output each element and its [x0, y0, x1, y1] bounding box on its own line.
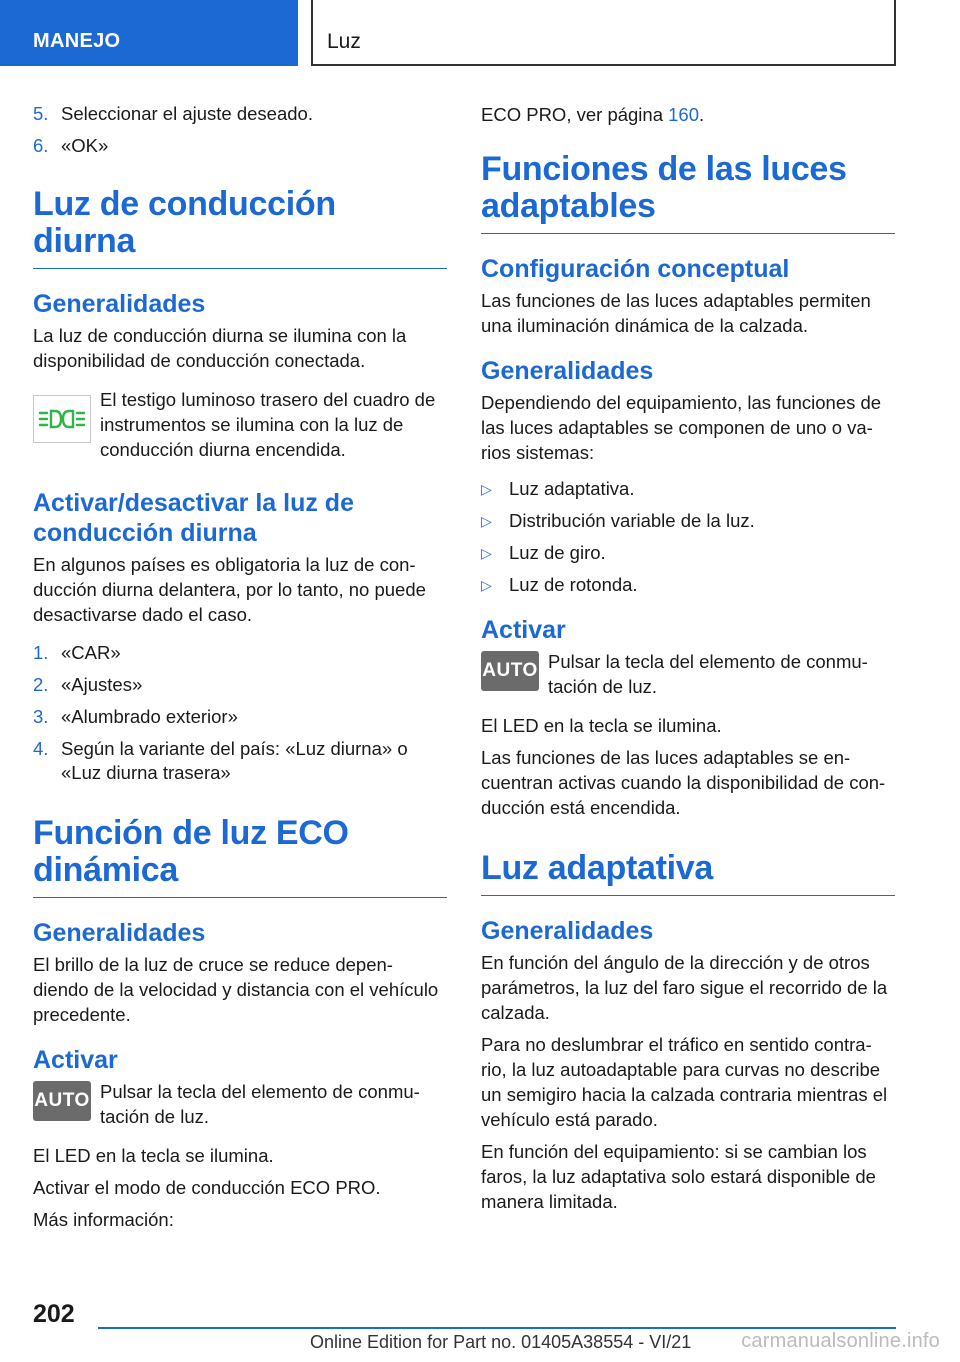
triangle-bullet-icon: ▷: [481, 545, 492, 561]
heading-general: Generalidades: [481, 357, 654, 385]
step-list-drl: [33, 641, 447, 785]
paragraph: Más información:: [33, 1209, 174, 1230]
page-number: 202: [33, 1300, 75, 1328]
heading-adaptive-light-functions: Funciones de las luces adaptables: [481, 151, 895, 234]
heading-general: Generalidades: [33, 919, 206, 947]
heading-eco-light-function: Función de luz ECO dinámica: [33, 815, 447, 898]
list-item: ▷ Luz adaptativa.: [481, 478, 635, 499]
list-item: ▷ Luz de rotonda.: [481, 574, 638, 595]
bullet-list-systems: [481, 477, 895, 597]
list-item: 2. «Ajustes»: [33, 674, 143, 695]
list-item: ▷ Distribución variable de la luz.: [481, 510, 755, 531]
heading-general: Generalidades: [481, 917, 654, 945]
section-tab: MANEJO: [0, 0, 298, 66]
paragraph: El LED en la tecla se ilumina.: [481, 715, 722, 736]
page-reference-link[interactable]: 160: [668, 104, 700, 125]
list-item: ▷ Luz de giro.: [481, 542, 606, 563]
right-column: [481, 102, 895, 1221]
auto-button-icon: AUTO: [33, 1081, 91, 1121]
paragraph: La luz de conducción diurna se ilumina con la disponibilidad de conducción conectada.: [33, 325, 407, 371]
step-number: 5.: [33, 103, 49, 124]
step-number: 6.: [33, 135, 49, 156]
step-list-settings: [33, 102, 447, 158]
list-item: 4. Según la variante del país: «Luz diurna» o «Luz diurna trasera»: [33, 738, 408, 783]
list-item: 1. «CAR»: [33, 642, 121, 663]
heading-activate: Activar: [481, 616, 566, 644]
indicator-note: [33, 387, 447, 462]
footer-divider: [98, 1327, 896, 1329]
heading-daytime-running-light: Luz de conducción diurna: [33, 186, 447, 269]
heading-adaptive-light: Luz adaptativa: [481, 850, 895, 896]
daytime-running-light-icon: [33, 395, 91, 443]
list-item: 6. «OK»: [33, 135, 109, 156]
page-header: [0, 0, 960, 66]
triangle-bullet-icon: ▷: [481, 481, 492, 497]
auto-note: [33, 1079, 447, 1129]
paragraph: Las funciones de las luces adaptables permiten una iluminación dinámica de la calzada.: [481, 290, 871, 336]
watermark: carmanualsonline.info: [741, 1330, 940, 1352]
paragraph: El LED en la tecla se ilumina.: [33, 1145, 274, 1166]
paragraph: Dependiendo del equipamiento, las funciones de las luces adaptables se componen de uno o va-rios sistemas:: [481, 392, 882, 463]
auto-note-text: Pulsar la tecla del elemento de conmu-tación de luz.: [100, 1081, 420, 1127]
step-number: 1.: [33, 642, 49, 663]
paragraph: En función del ángulo de la dirección y de otros parámetros, la luz del faro sigue el recorrido de la calzada.: [481, 952, 888, 1023]
chapter-title: Luz: [311, 0, 896, 66]
step-number: 4.: [33, 738, 49, 759]
paragraph: Activar el modo de conducción ECO PRO.: [33, 1177, 381, 1198]
paragraph: En algunos países es obligatoria la luz de con-ducción diurna delantera, por lo tanto, no puede desactivarse dado el caso.: [33, 554, 426, 625]
left-column: [33, 102, 447, 1239]
heading-activate: Activar: [33, 1046, 118, 1074]
auto-note-text: Pulsar la tecla del elemento de conmu-tación de luz.: [548, 651, 868, 697]
heading-concept: Configuración conceptual: [481, 255, 790, 283]
triangle-bullet-icon: ▷: [481, 577, 492, 593]
paragraph: Para no deslumbrar el tráfico en sentido contra-rio, la luz autoadaptable para curvas no describe un semigiro hacia la calzada contraria mientras el vehículo está parado.: [481, 1034, 888, 1130]
auto-button-icon: AUTO: [481, 651, 539, 691]
paragraph: En función del equipamiento: si se cambian los faros, la luz adaptativa solo estará disponible de manera limitada.: [481, 1141, 876, 1212]
triangle-bullet-icon: ▷: [481, 513, 492, 529]
step-number: 2.: [33, 674, 49, 695]
indicator-text: El testigo luminoso trasero del cuadro de instrumentos se ilumina con la luz de conducción diurna encendida.: [100, 389, 436, 460]
page-footer: [0, 1300, 960, 1362]
heading-general: Generalidades: [33, 290, 206, 318]
paragraph-eco-reference: ECO PRO, ver página 160.: [481, 104, 705, 125]
step-number: 3.: [33, 706, 49, 727]
paragraph: Las funciones de las luces adaptables se en-cuentran activas cuando la disponibilidad de con-ducción está encendida.: [481, 747, 886, 818]
auto-note: [481, 649, 895, 699]
heading-activate-deactivate-drl: Activar/desactivar la luz de conducción diurna: [33, 489, 354, 547]
list-item: 5. Seleccionar el ajuste deseado.: [33, 103, 313, 124]
edition-text: Online Edition for Part no. 01405A38554 - VI/21: [310, 1332, 692, 1352]
list-item: 3. «Alumbrado exterior»: [33, 706, 238, 727]
paragraph: El brillo de la luz de cruce se reduce depen-diendo de la velocidad y distancia con el vehículo precedente.: [33, 954, 439, 1025]
